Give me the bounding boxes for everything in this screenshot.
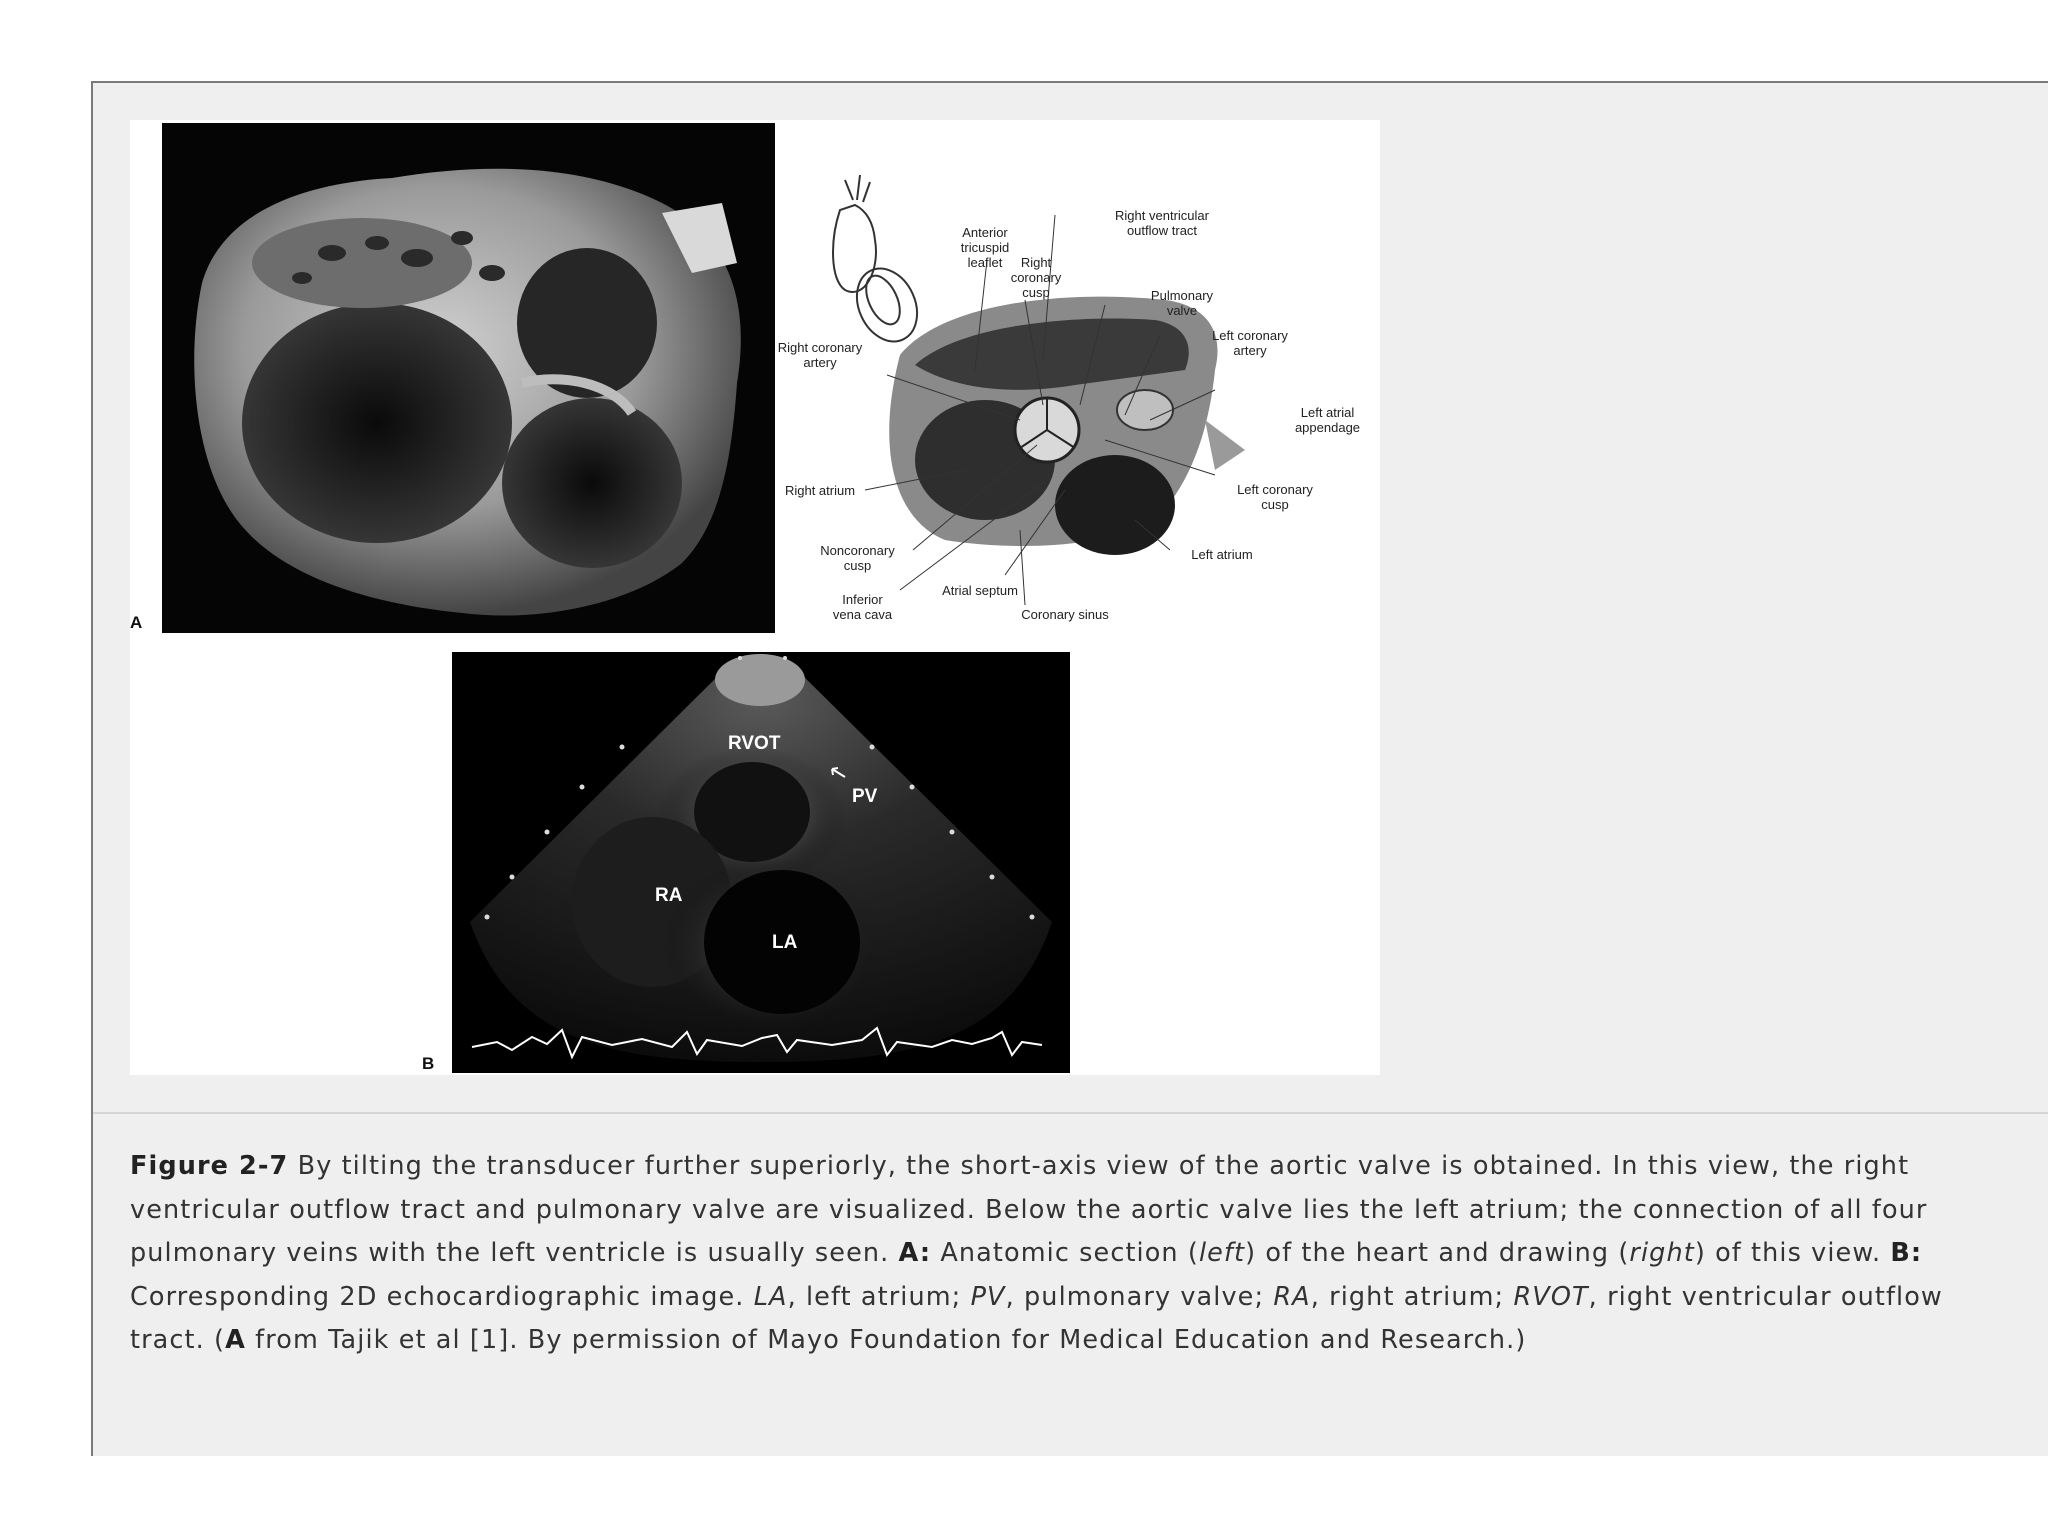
caption-abbr: RVOT bbox=[1513, 1281, 1589, 1312]
caption-text: Anatomic section ( bbox=[931, 1238, 1199, 1268]
caption-text: , left atrium; bbox=[787, 1281, 971, 1312]
anatomic-section-photo bbox=[162, 123, 775, 633]
label-right-coronary-artery: Right coronary artery bbox=[777, 340, 863, 370]
figure-image bbox=[130, 120, 1380, 1075]
caption-text: ) of the heart and drawing ( bbox=[1245, 1238, 1630, 1268]
caption-abbr: RA bbox=[1273, 1281, 1311, 1312]
caption-text: ) of this view. bbox=[1694, 1238, 1891, 1268]
caption-divider bbox=[93, 1112, 2048, 1114]
label-anterior-tricuspid-leaflet: Anterior tricuspid leaflet bbox=[960, 225, 1010, 270]
label-left-atrial-appendage: Left atrial appendage bbox=[1294, 405, 1361, 435]
echo-label-la: LA bbox=[772, 932, 798, 953]
caption-abbr: LA bbox=[753, 1281, 788, 1312]
label-left-coronary-artery: Left coronary artery bbox=[1212, 328, 1288, 358]
panel-a-letter: A bbox=[130, 613, 143, 632]
caption-abbr: PV bbox=[970, 1281, 1006, 1312]
label-atrial-septum: Atrial septum bbox=[942, 583, 1018, 598]
orientation-heart-icon bbox=[833, 175, 928, 351]
figure-container bbox=[91, 81, 2048, 1456]
figure-caption bbox=[130, 1145, 1970, 1363]
caption-text: from Tajik et al [1]. By permission of Mayo Foundation for Medical Education and Research.) bbox=[245, 1325, 1527, 1355]
label-left-atrium: Left atrium bbox=[1191, 547, 1253, 562]
caption-a-ref: A bbox=[225, 1325, 246, 1355]
label-inferior-vena-cava: Inferior vena cava bbox=[832, 592, 893, 622]
label-pulmonary-valve: Pulmonary valve bbox=[1150, 288, 1214, 318]
caption-text: , right ventricular outflow tract. ( bbox=[130, 1281, 1943, 1355]
label-noncoronary-cusp: Noncoronary cusp bbox=[820, 543, 895, 573]
caption-text: By tilting the transducer further superiorly, the short-axis view of the aortic valve is obtained. In this view, the right ventricular outflow tract and pulmonary valve are visualized. Below the aortic valve lies the left atrium; the connection of all four pulmonary veins with the left ventricle is usually seen. bbox=[130, 1151, 1928, 1268]
caption-figure-label: Figure 2-7 bbox=[130, 1151, 289, 1181]
echocardiogram-image bbox=[452, 652, 1070, 1073]
echo-label-ra: RA bbox=[655, 885, 683, 906]
label-right-atrium: Right atrium bbox=[784, 483, 856, 498]
caption-text: , right atrium; bbox=[1310, 1281, 1514, 1312]
echo-label-rvot: RVOT bbox=[728, 733, 781, 754]
caption-b-label: B: bbox=[1890, 1238, 1923, 1268]
caption-a-label: A: bbox=[898, 1238, 932, 1268]
caption-italic: left bbox=[1198, 1238, 1246, 1268]
label-left-coronary-cusp: Left coronary cusp bbox=[1237, 482, 1313, 512]
caption-text: Corresponding 2D echocardiographic image. bbox=[130, 1281, 754, 1312]
caption-text: , pulmonary valve; bbox=[1005, 1281, 1274, 1312]
caption-italic: right bbox=[1629, 1238, 1695, 1268]
panel-b-letter: B bbox=[422, 1054, 435, 1073]
echo-label-pv: PV bbox=[852, 786, 878, 807]
anatomic-drawing bbox=[775, 120, 1380, 640]
label-right-coronary-cusp: Right coronary cusp bbox=[1010, 255, 1062, 300]
label-rvot-tract: Right ventricular outflow tract bbox=[1115, 208, 1209, 238]
label-coronary-sinus: Coronary sinus bbox=[1021, 607, 1109, 622]
